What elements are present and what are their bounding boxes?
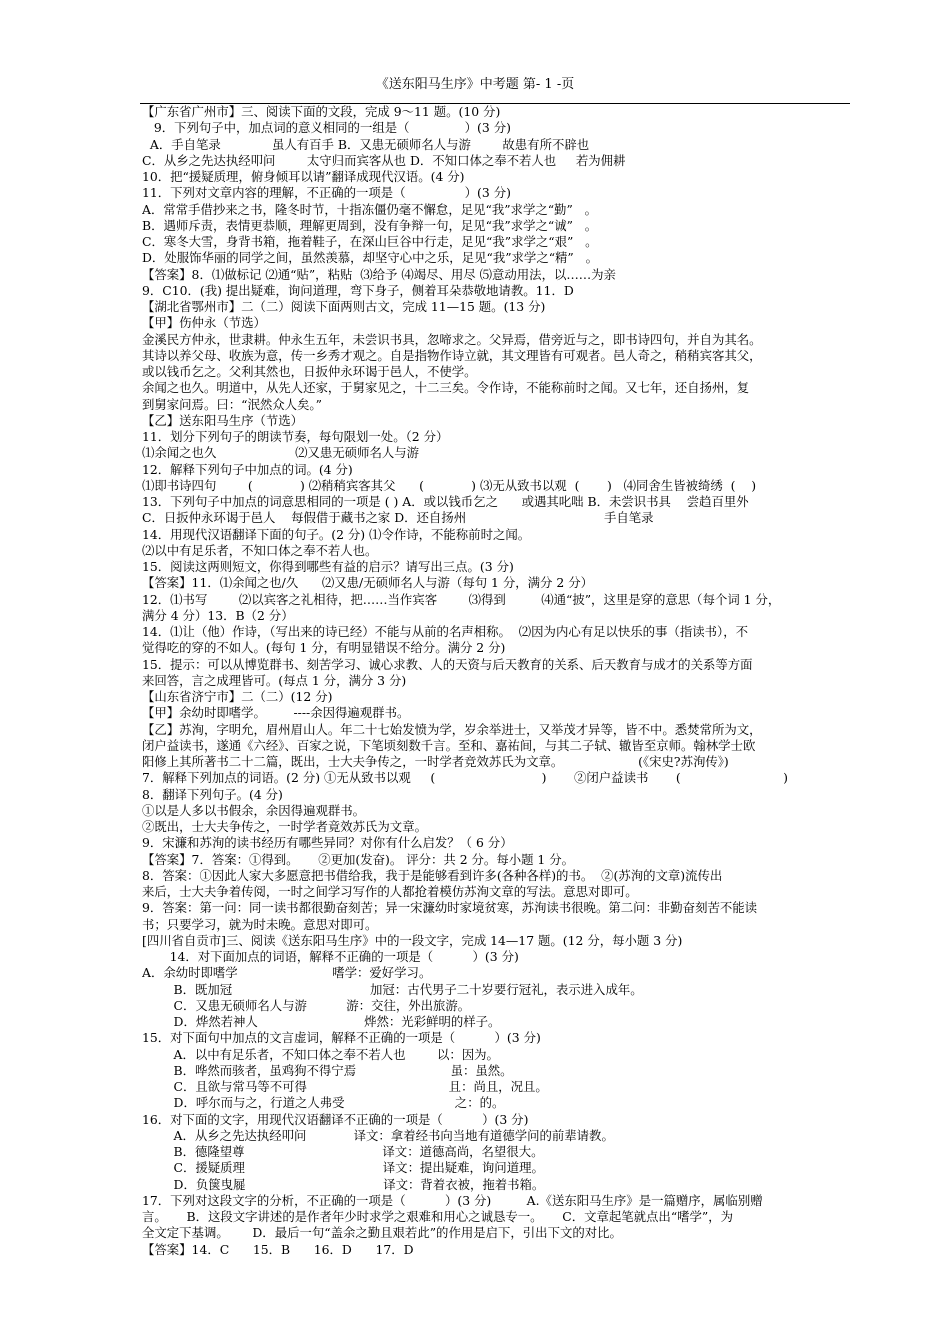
- text-line: 【山东省济宁市】二（二）(12 分): [142, 689, 333, 704]
- text-line: 觉得吃的穿的不如人。(每句 1 分，有明显错误不给分。满分 2 分): [142, 640, 506, 656]
- text-line: D．呼尔而与之，行道之人弗受 之：的。: [142, 1095, 505, 1111]
- text-line: C．且欲与常马等不可得 且：尚且，况且。: [142, 1079, 548, 1094]
- text-line: 【答案】7．答案：①得到。 ②更加(发奋)。 评分：共 2 分。每小题 1 分。: [142, 851, 575, 867]
- text-line: C．援疑质理 译文：提出疑难，询问道理。: [142, 1160, 544, 1176]
- text-line: A．余幼时即嗜学 嗜学：爱好学习。: [142, 965, 432, 981]
- text-line: 金溪民方仲永，世隶耕。仲永生五年，未尝识书具，忽啼求之。父异焉，借旁近与之，即书诗四句，并自为其名。: [142, 331, 762, 347]
- text-line: A．手自笔录 虽人有百手 B．又患无硕师名人与游 故患有所不辟也: [142, 136, 590, 152]
- text-line: D．处服饰华丽的同学之间，虽然羡慕，却坚守心中之乐，足见“我”求学之“精” 。: [142, 250, 598, 266]
- text-line: 15．提示：可以从博览群书、刻苦学习、诚心求教、人的天资与后天教育的关系、后天教育与成才的关系等方面: [142, 656, 753, 672]
- text-line: 阳修上其所著书二十二篇，既出，士大夫争传之，一时学者竞效苏氏为文章。 (《宋史?苏洵传》): [142, 754, 729, 769]
- text-line: 【乙】送东阳马生序（节选）: [142, 412, 304, 428]
- text-line: 全文定下基调。 D．最后一句“盖余之勤且艰若此”的作用是启下，引出下文的对比。: [142, 1225, 622, 1241]
- text-line: 9．宋濂和苏洵的读书经历有哪些异同？对你有什么启发？（ 6 分）: [142, 835, 513, 851]
- text-line: 或以钱币乞之。父利其然也，日扳仲永环谒于邑人，不使学。: [142, 364, 477, 379]
- text-line: A．从乡之先达执经叩问 译文：拿着经书向当地有道德学问的前辈请教。: [142, 1127, 614, 1143]
- text-line: 9．C10．(我) 提出疑难，询问道理，弯下身子，侧着耳朵恭敬地请教。11．D: [142, 282, 574, 298]
- text-line: 闭户益读书，遂通《六经》、百家之说，下笔顷刻数千言。至和、嘉祐间，与其二子轼、辙皆至京师。翰林学士欧: [142, 737, 756, 753]
- text-line: D．负箧曳屣 译文：背着衣被，拖着书箱。: [142, 1176, 545, 1192]
- text-line: 【广东省广州市】三、阅读下面的文段，完成 9～11 题。(10 分): [142, 104, 501, 119]
- text-line: 15．对下面句中加点的文言虚词，解释不正确的一项是（ ）(3 分): [142, 1030, 541, 1046]
- text-line: 【乙】苏洵，字明允，眉州眉山人。年二十七始发愤为学，岁余举进士，又举茂才异等，皆不中。悉焚常所为文，: [142, 721, 762, 737]
- text-line: 14．⑴让（他）作诗，（写出来的诗已经）不能与从前的名声相称。 ⑵因为内心有足以快乐的事（指读书），不: [142, 624, 748, 639]
- text-line: 15．阅读这两则短文，你得到哪些有益的启示？请写出三点。(3 分): [142, 559, 514, 574]
- text-line: B．哗然而骇者，虽鸡狗不得宁焉 虽：虽然。: [142, 1062, 513, 1078]
- text-line: 书；只要学习，就为时未晚。意思对即可。: [142, 916, 378, 932]
- text-line: B．既加冠 加冠：古代男子二十岁要行冠礼，表示进入成年。: [142, 981, 643, 997]
- text-line: 到舅家问焉。曰：“泯然众人矣。”: [142, 396, 322, 412]
- text-line: 【答案】11．⑴余闻之也/久 ⑵又患/无硕师名人与游（每句 1 分，满分 2 分）: [142, 575, 593, 591]
- text-line: ⑴余闻之也久 ⑵又患无硕师名人与游: [142, 445, 420, 461]
- text-line: 【答案】14．C 15．B 16．D 17．D: [142, 1241, 414, 1257]
- text-line: D．烨然若神人 烨然：光彩鲜明的样子。: [142, 1014, 501, 1029]
- text-line: ⑵以中有足乐者，不知口体之奉不若人也。: [142, 542, 378, 558]
- text-line: B．德隆望尊 译文：道德高尚，名望很大。: [142, 1144, 544, 1159]
- text-line: 言。 B．这段文字讲述的是作者年少时求学之艰难和用心之诚恳专一。 C．文章起笔就点出“嗜学”，为: [142, 1209, 734, 1224]
- text-line: [四川省自贡市]三、阅读《送东阳马生序》中的一段文字，完成 14—17 题。(12 分，每小题 3 分): [142, 932, 683, 948]
- text-line: C．日扳仲永环谒于邑人 每假借于藏书之家 D．还自扬州 手自笔录: [142, 510, 654, 526]
- document-body: [142, 104, 854, 1258]
- text-line: ①以是人多以书假余，余因得遍观群书。: [142, 802, 366, 818]
- text-line: 17．下列对这段文字的分析，不正确的一项是（ ）(3 分) A.《送东阳马生序》是一篇赠序，属临别赠: [142, 1192, 763, 1208]
- text-line: ⑴即书诗四句 ( ) ⑵稍稍宾客其父 ( ) ⑶无从致书以观 ( ) ⑷同舍生皆被绮绣 ( ): [142, 477, 757, 493]
- text-line: 9．下列句子中，加点词的意义相同的一组是（ ）(3 分): [142, 120, 511, 136]
- text-line: 满分 4 分）13．B（2 分）: [142, 607, 294, 623]
- text-line: ②既出，士大夫争传之，一时学者竟效苏氏为文章。: [142, 819, 427, 834]
- page-header: 《送东阳马生序》中考题 第- 1 -页: [375, 77, 575, 92]
- text-line: 14．用现代汉语翻译下面的句子。(2 分) ⑴令作诗，不能称前时之闻。: [142, 526, 531, 542]
- text-line: C．又患无硕师名人与游 游：交往，外出旅游。: [142, 997, 471, 1013]
- text-line: 来后，士大夫争着传阅，一时之间学习写作的人都抢着模仿苏洵文章的写法。意思对即可。: [142, 884, 638, 899]
- text-line: 11．划分下列句子的朗读节奏，每句限划一处。（2 分）: [142, 429, 449, 444]
- text-line: 【甲】伤仲永（节选）: [142, 315, 266, 331]
- text-line: 【甲】余幼时即嗜学。 ----余因得遍观群书。: [142, 705, 410, 721]
- text-line: C．从乡之先达执经叩问 太守归而宾客从也 D．不知口体之奉不若人也 若为佣耕: [142, 152, 626, 168]
- text-line: 8．翻译下列句子。(4 分): [142, 786, 283, 802]
- text-line: 【湖北省鄂州市】二（二）阅读下面两则古文，完成 11—15 题。(13 分): [142, 299, 546, 314]
- text-line: 9．答案：第一问：同一读书都很勤奋刻苦；异一宋濂幼时家境贫寒，苏洵读书很晚。第二问：非勤奋刻苦不能读: [142, 900, 758, 916]
- text-line: 13．下列句子中加点的词意思相同的一项是 ( ) A．或以钱币乞之 或遇其叱咄 B．未尝识书具 尝趋百里外: [142, 494, 749, 509]
- text-line: B．遇师斥责，表情更恭顺，理解更周到，没有争辩一句，足见“我”求学之“诚” 。: [142, 217, 598, 233]
- text-line: 12．解释下列句子中加点的词。(4 分): [142, 461, 353, 477]
- text-line: C．寒冬大雪，身背书箱，拖着鞋子，在深山巨谷中行走，足见“我”求学之“艰” 。: [142, 234, 598, 249]
- text-line: 8．答案：①因此人家大多愿意把书借给我，我于是能够看到许多(各种各样)的书。 ②(苏洵的文章)流传出: [142, 867, 723, 883]
- text-line: 来回答，言之成理皆可。(每点 1 分，满分 3 分): [142, 672, 407, 688]
- text-line: 16．对下面的文字，用现代汉语翻译不正确的一项是（ ）(3 分): [142, 1111, 529, 1127]
- text-line: A．常常手借抄来之书，隆冬时节，十指冻僵仍毫不懈怠，足见“我”求学之“勤” 。: [142, 201, 597, 217]
- text-line: A．以中有足乐者，不知口体之奉不若人也 以：因为。: [142, 1046, 499, 1062]
- text-line: 11．下列对文章内容的理解，不正确的一项是（ ）(3 分): [142, 185, 511, 201]
- text-line: 其诗以养父母、收族为意，传一乡秀才观之。自是指物作诗立就，其文理皆有可观者。邑人奇之，稍稍宾客其父，: [142, 347, 762, 363]
- text-line: 7．解释下列加点的词语。(2 分) ①无从致书以观 ( ) ②闭户益读书 ( ): [142, 770, 788, 786]
- text-line: 14．对下面加点的词语，解释不正确的一项是（ ）(3 分): [142, 949, 519, 964]
- text-line: 12．⑴书写 ⑵以宾客之礼相待，把……当作宾客 ⑶得到 ⑷通“披”，这里是穿的意思（每个词 1 分，: [142, 591, 781, 607]
- text-line: 【答案】8．⑴做标记 ⑵通“贴”，粘贴 ⑶给予 ⑷竭尽、用尽 ⑸意动用法，以……为亲: [142, 266, 616, 282]
- text-line: 10．把“援疑质理，俯身倾耳以请”翻译成现代汉语。(4 分): [142, 169, 465, 184]
- text-line: 余闻之也久。明道中，从先人还家，于舅家见之，十二三矣。令作诗，不能称前时之闻。又七年，还自扬州，复: [142, 380, 750, 396]
